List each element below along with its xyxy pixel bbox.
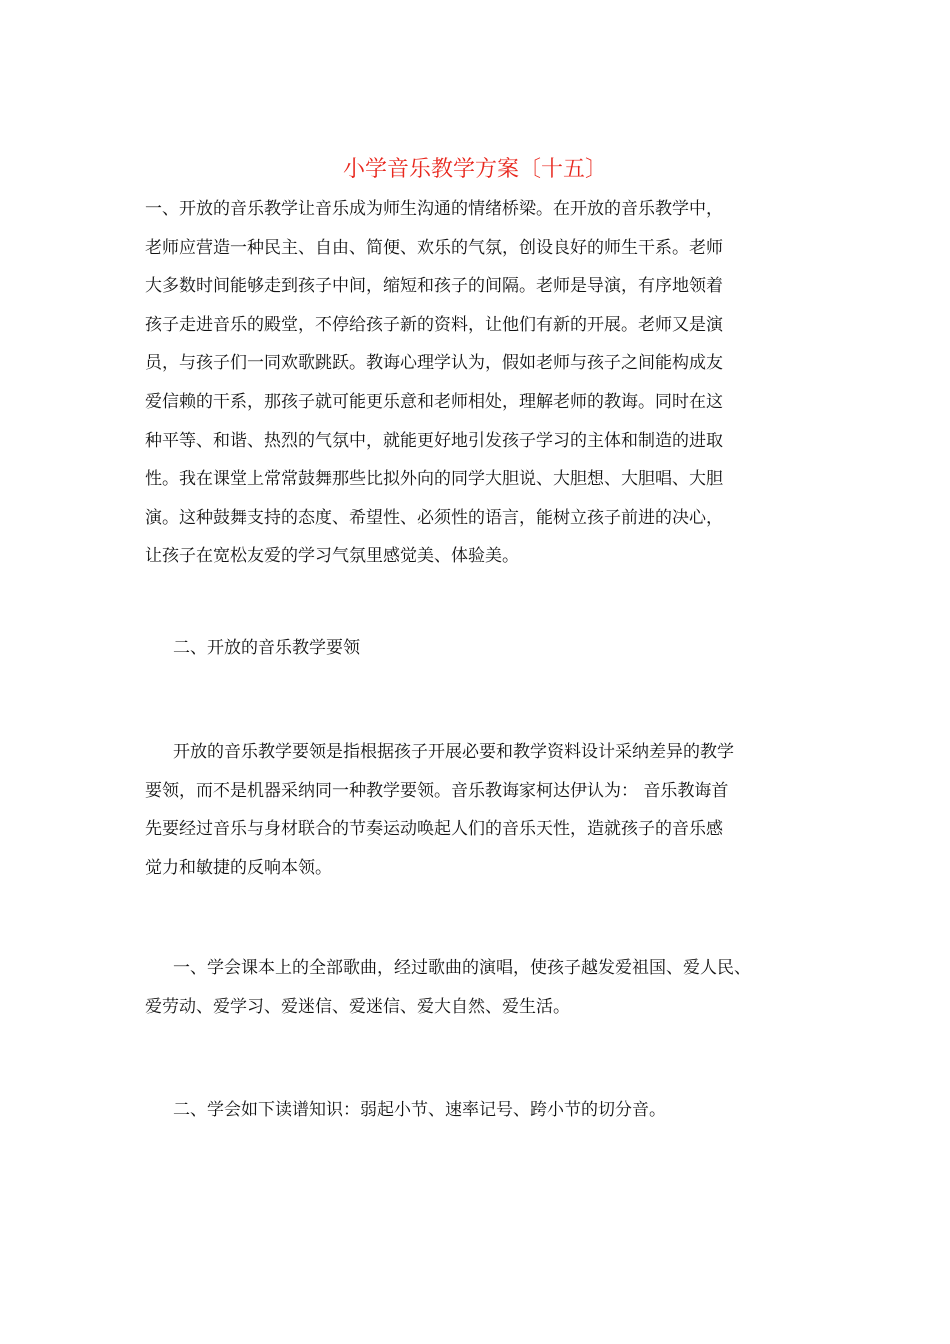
paragraph-3-line: 一、学会课本上的全部歌曲，经过歌曲的演唱，使孩子越发爱祖国、爱人民、 [173, 958, 751, 978]
paragraph-1 [145, 190, 815, 576]
paragraph-1-line: 孩子走进音乐的殿堂，不停给孩子新的资料，让他们有新的开展。老师又是演 [145, 314, 723, 335]
paragraph-2-line: 先要经过音乐与身材联合的节奏运动唤起人们的音乐天性，造就孩子的音乐感 [145, 819, 723, 840]
paragraph-1-line: 性。我在课堂上常常鼓舞那些比拟外向的同学大胆说、大胆想、大胆唱、大胆 [145, 469, 723, 490]
paragraph-1-line: 爱信赖的干系，那孩子就可能更乐意和老师相处，理解老师的教诲。同时在这 [145, 391, 723, 412]
paragraph-1-line: 种平等、和谐、热烈的气氛中，就能更好地引发孩子学习的主体和制造的进取 [145, 430, 723, 451]
section-heading-2 [145, 629, 815, 668]
paragraph-1-line: 大多数时间能够走到孩子中间，缩短和孩子的间隔。老师是导演，有序地领着 [145, 276, 723, 297]
paragraph-1-line: 一、开放的音乐教学让音乐成为师生沟通的情绪桥梁。在开放的音乐教学中， [145, 199, 723, 219]
paragraph-1-line: 演。这种鼓舞支持的态度、希望性、必须性的语言，能树立孩子前进的决心， [145, 507, 723, 528]
section-heading-2-text: 二、开放的音乐教学要领 [173, 638, 360, 658]
paragraph-2-line: 开放的音乐教学要领是指根据孩子开展必要和教学资料设计采纳差异的教学 [173, 742, 734, 762]
paragraph-1-line: 员，与孩子们一同欢歌跳跃。教诲心理学认为，假如老师与孩子之间能构成友 [145, 353, 723, 374]
paragraph-3-line: 爱劳动、爱学习、爱迷信、爱迷信、爱大自然、爱生活。 [145, 996, 570, 1017]
paragraph-1-line: 老师应营造一种民主、自由、简便、欢乐的气氛，创设良好的师生干系。老师 [145, 237, 723, 258]
document-title: 小学音乐教学方案〔十五〕 [342, 157, 607, 182]
paragraph-2-line: 要领，而不是机器采纳同一种教学要领。音乐教诲家柯达伊认为： 音乐教诲首 [145, 780, 729, 801]
paragraph-2 [145, 733, 815, 887]
paragraph-4-line: 二、学会如下读谱知识：弱起小节、速率记号、跨小节的切分音。 [173, 1100, 666, 1120]
paragraph-1-line: 让孩子在宽松友爱的学习气氛里感觉美、体验美。 [145, 546, 519, 567]
paragraph-2-line: 觉力和敏捷的反响本领。 [145, 857, 332, 878]
paragraph-4 [145, 1091, 815, 1130]
paragraph-3 [145, 949, 815, 1026]
